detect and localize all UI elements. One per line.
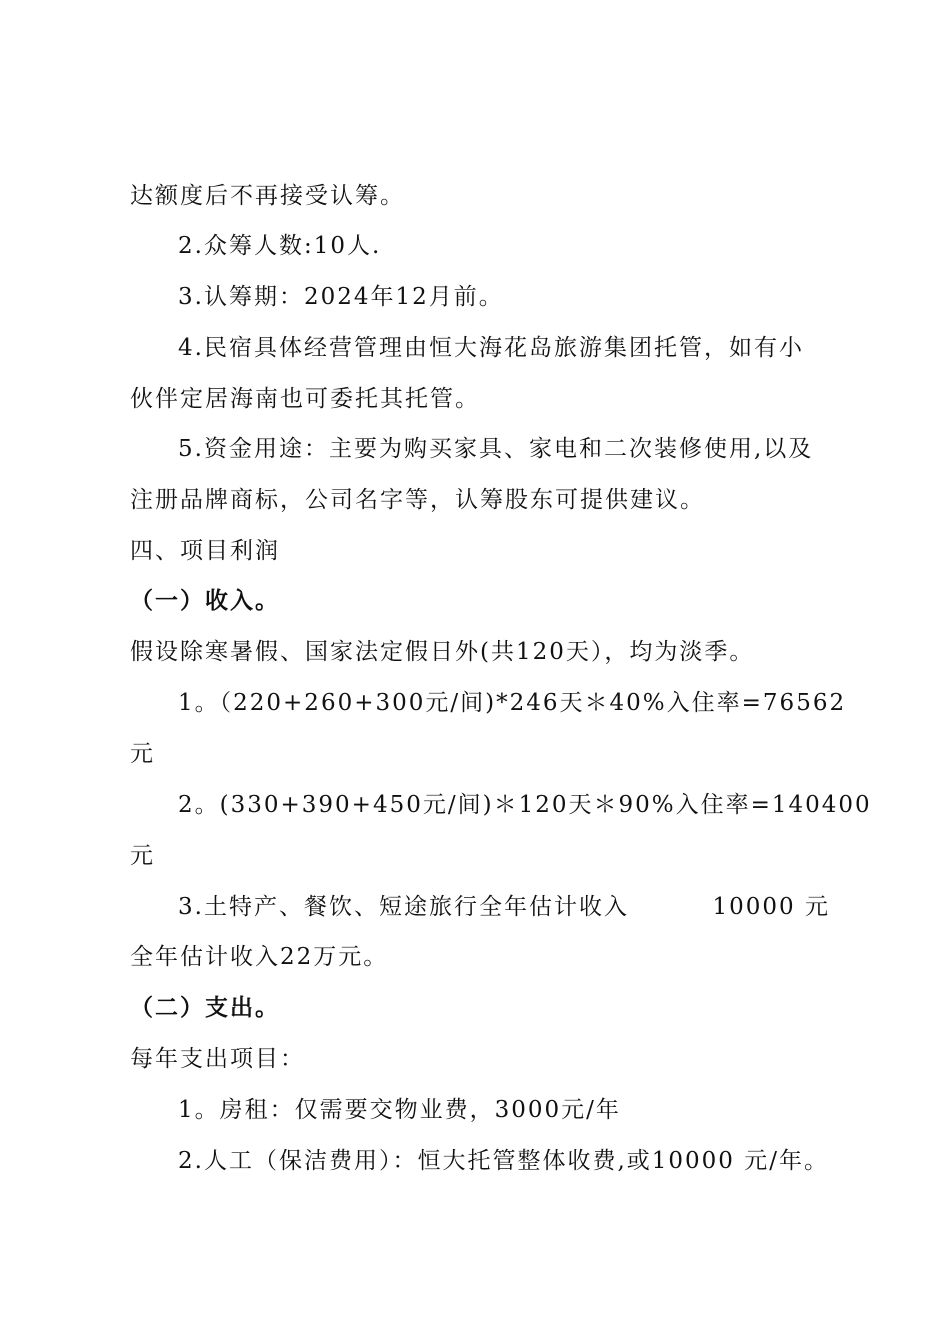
formula-part: 1。（220+260+300 xyxy=(178,690,426,716)
income-unit-2: 元 xyxy=(130,843,155,869)
management-line-1: 4.民宿具体经营管理由恒大海花岛旅游集团托管，如有小 xyxy=(178,335,804,361)
management-line-2: 伙伴定居海南也可委托其托管。 xyxy=(130,386,480,412)
subheading-income: （一）收入。 xyxy=(130,587,280,614)
formula-part: 140400 xyxy=(771,792,872,818)
subscription-period: 3.认筹期：2024年12月前。 xyxy=(178,284,504,310)
expense-labor: 2.人工（保洁费用）：恒大托管整体收费,或10000 元/年。 xyxy=(178,1148,829,1174)
formula-part: 入住率= xyxy=(666,690,763,716)
income-formula-2 xyxy=(178,790,872,820)
formula-part: 76562 xyxy=(762,690,847,716)
expense-rent: 1。房租：仅需要交物业费，3000元/年 xyxy=(178,1097,621,1123)
expense-intro: 每年支出项目： xyxy=(130,1046,305,1072)
formula-part: 元/间)＊120 xyxy=(422,792,569,818)
formula-part: 入住率= xyxy=(675,792,772,818)
formula-part: 天＊90% xyxy=(568,792,676,818)
income-unit-1: 元 xyxy=(130,741,155,767)
assumption-line: 假设除寒暑假、国家法定假日外(共120天），均为淡季。 xyxy=(130,639,755,665)
annual-income-total: 全年估计收入22万元。 xyxy=(130,944,389,970)
fund-usage-line-1: 5.资金用途：主要为购买家具、家电和二次装修使用,以及 xyxy=(178,436,814,462)
crowdfunding-count: 2.众筹人数:10人. xyxy=(178,233,382,259)
formula-part: 2。(330+390+450 xyxy=(178,792,423,818)
income-specialty-line xyxy=(178,892,830,922)
income-specialty-label: 3.土特产、餐饮、短途旅行全年估计收入 xyxy=(178,894,629,920)
formula-part: 元/间)*246 xyxy=(425,690,560,716)
section-heading-profit: 四、项目利润 xyxy=(130,538,280,564)
income-formula-1 xyxy=(178,688,847,718)
fund-usage-line-2: 注册品牌商标，公司名字等，认筹股东可提供建议。 xyxy=(130,487,705,513)
paragraph-line: 达额度后不再接受认筹。 xyxy=(130,183,405,209)
subheading-expense: （二）支出。 xyxy=(130,994,280,1021)
formula-part: 天＊40% xyxy=(559,690,667,716)
income-specialty-amount: 10000 元 xyxy=(712,894,830,920)
